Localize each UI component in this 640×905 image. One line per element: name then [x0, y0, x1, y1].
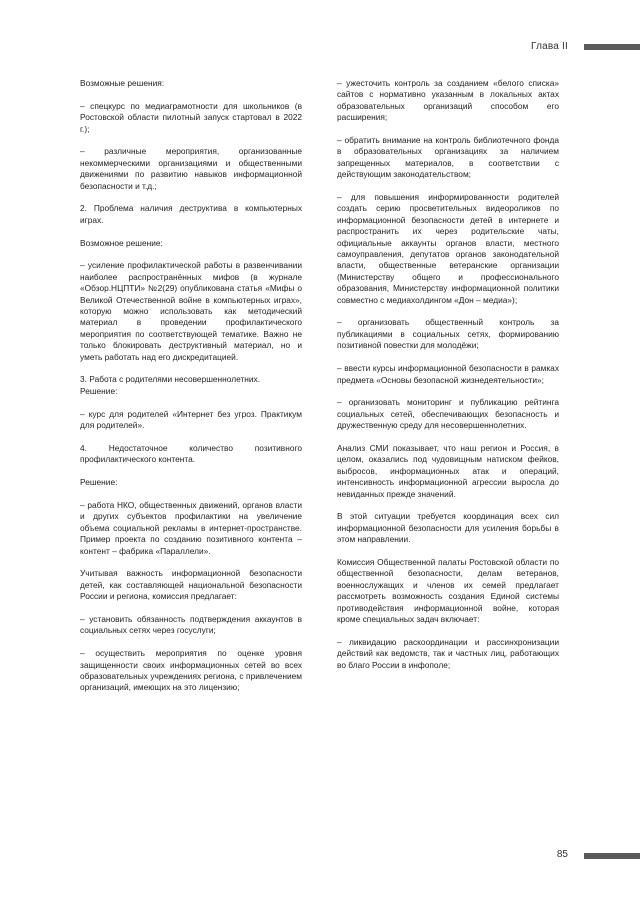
- paragraph: – организовать мониторинг и публикацию рейтинга социальных сетей, обеспечивающих безопасность и дружественную среду для несовершеннолетних.: [337, 397, 559, 431]
- paragraph: Возможное решение:: [80, 237, 163, 248]
- paragraph: – работа НКО, общественных движений, органов власти и других субъектов профилактики на увеличение объема социальной рекламы в интернет-пространстве. Пример проекта по созданию позитивного контента – контент – фабрика «Параллели».: [80, 499, 302, 556]
- paragraph: – ужесточить контроль за созданием «белого списка» сайтов с нормативно указанным в локальных актах образовательных организаций способом его расширения;: [337, 78, 559, 123]
- paragraph: – ввести курсы информационной безопасности в рамках предмета «Основы безопасной жизнедеятельности»;: [337, 363, 559, 385]
- paragraph: Возможные решения:: [80, 78, 165, 88]
- paragraph: – курс для родителей «Интернет без угроз. Практикум для родителей».: [80, 408, 302, 431]
- paragraph: В этой ситуации требуется координация всех сил информационной безопасности для усиления борьбы в этом направлении.: [337, 511, 559, 545]
- paragraph: Анализ СМИ показывает, что наш регион и Россия, в целом, оказались под чудовищным натиском фейков, выбросов, информационных атак и операций, интенсивность информационной агрессии выросла до невиданных прежде значений.: [337, 442, 559, 499]
- paragraph: – осуществить мероприятия по оценке уровня защищенности своих информационных сетей во всех образовательных учреждениях региона, с привлечением организаций, имеющих на это лицензию;: [80, 648, 302, 693]
- right-column: [337, 78, 559, 682]
- chapter-label: Глава II: [531, 41, 568, 52]
- page-number: 85: [556, 849, 568, 860]
- left-column: [80, 78, 302, 705]
- paragraph: 2. Проблема наличия деструктива в компьютерных играх.: [80, 203, 302, 225]
- footer-decor-bar: [584, 853, 640, 859]
- paragraph: – обратить внимание на контроль библиотечного фонда в образовательных организациях за наличием запрещенных материалов, в соответствии с действующим законодательством;: [337, 135, 559, 180]
- paragraph: Учитывая важность информационной безопасности детей, как составляющей национальной безопасности России и региона, комиссия предлагает:: [80, 568, 302, 602]
- paragraph: – организовать общественный контроль за публикациями в социальных сетях, формированию позитивной повестки для молодёжи;: [337, 317, 559, 351]
- paragraph: – для повышения информированности родителей создать серию просветительных видеороликов по информационной безопасности детей в интернете и распространить их через родительские чаты, официальные аккаунты органов власти, местного самоуправления, депутатов органов законодательной власти, общественные ветеранские организации (Министерству общего и профессионального образования, Министерству информационной политики совместно с медиахолдингом «Дон – медиа»);: [337, 192, 559, 305]
- paragraph: – спецкурс по медиаграмотности для школьников (в Ростовской области пилотный запуск стартовал в 2022 г.);: [80, 100, 302, 134]
- paragraph: Решение:: [80, 385, 118, 396]
- paragraph: – ликвидацию раскоординации и рассинхронизации действий как ведомств, так и частных лиц, работающих во благо России в инфополе;: [337, 636, 559, 670]
- paragraph: – усиление профилактической работы в развенчивании наиболее распространённых мифов (в журнале «Обзор.НЦПТИ» №2(29) опубликована статья «Мифы о Великой Отечественной войне в компьютерных играх», которую можно использовать как методический материал в проведении профилактического мероприятия по соответствующей тематике. Важно не только блокировать деструктивный материал, но и уметь работать над его дискредитацией.: [80, 260, 302, 362]
- paragraph: 4. Недостаточное количество позитивного профилактического контента.: [80, 442, 302, 465]
- paragraph: – различные мероприятия, организованные некоммерческими организациями и общественными движениями по развитию навыков информационной безопасности и т.д.;: [80, 146, 302, 191]
- paragraph: Решение:: [80, 477, 118, 488]
- header-decor-bar: [584, 44, 640, 50]
- paragraph: – установить обязанность подтверждения аккаунтов в социальных сетях через госуслуги;: [80, 613, 302, 636]
- paragraph: Комиссия Общественной палаты Ростовской области по общественной безопасности, делам ветеранов, военнослужащих и членов их семей предлагает рассмотреть возможность создания Единой системы противодействия информационной войне, которая кроме специальных задач включает:: [337, 556, 559, 624]
- paragraph: 3. Работа с родителями несовершеннолетних.: [80, 374, 261, 385]
